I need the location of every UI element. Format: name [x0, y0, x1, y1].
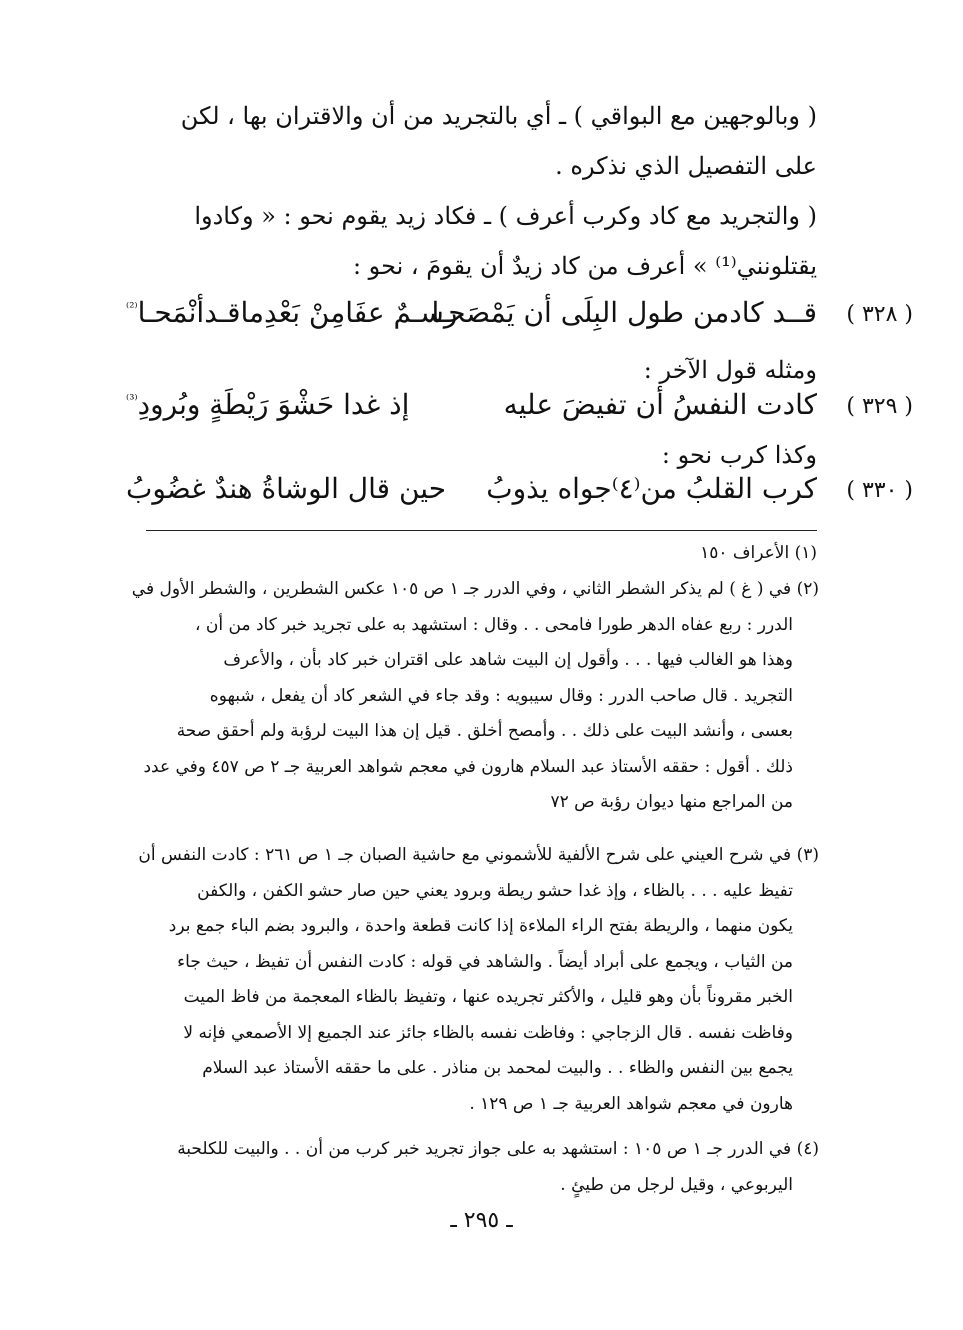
- footnote-line: (٢) في ( غ ) لم يذكر الشطر الثاني ، وفي الدرر جـ ١ ص ١٠٥ عكس الشطرين ، والشطر الأول في: [131, 579, 819, 599]
- footnote-line: الدرر : ربع عفاه الدهر طورا فامحى . . وقال : استشهد به على تجريد خبر كاد من أن ،: [195, 614, 793, 635]
- body-line: ( وبالوجهين مع البواقي ) ـ أي بالتجريد من أن والاقتران بها ، لكن: [180, 102, 817, 130]
- verse-intro: وكذا كرب نحو :: [661, 441, 817, 469]
- footnote-line: اليربوعي ، وقيل لرجل من طيئٍ .: [560, 1174, 793, 1195]
- footnote-ref: ⁽²⁾: [126, 300, 138, 316]
- footnote-4: [172, 1132, 819, 1203]
- footnote-line: من المراجع منها ديوان رؤبة ص ٧٢: [550, 792, 793, 812]
- body-line: ( والتجريد مع كاد وكرب أعرف ) ـ فكاد زيد يقوم نحو : « وكادوا: [194, 202, 817, 230]
- verse-first-hemistich: قــد كادمن طول البِلَى أن يَمْصَحـا: [431, 296, 817, 329]
- verse-second-hemistich: رسـمٌ عفَامِنْ بَعْدِماقـدأنْمَحـا$^{^{(2)}}$: [126, 296, 458, 329]
- verse-329: [0, 388, 963, 440]
- verse-328: [0, 296, 963, 348]
- footnote-line: هارون في معجم شواهد العربية جـ ١ ص ١٢٩ .: [469, 1093, 793, 1114]
- verse-number: ( ٣٢٩ ): [846, 394, 913, 419]
- verse-second-hemistich: إذ غدا حَشْوَ رَيْطَةٍ وبُرودِ$^{^{(3)}}$: [126, 388, 410, 421]
- page-number: ـ ٢٩٥ ـ: [450, 1208, 513, 1233]
- verse-first-hemistich: كادت النفسُ أن تفيضَ عليه: [503, 388, 817, 421]
- footnote-separator: [146, 530, 817, 531]
- footnote-line: ذلك . أقول : حققه الأستاذ عبد السلام هارون في معجم شواهد العربية جـ ٢ ص ٤٥٧ وفي عدد: [143, 756, 793, 777]
- footnote-1: (١) الأعراف ١٥٠: [700, 543, 817, 563]
- footnote-line: تفيظ عليه . . . بالظاء ، وإذ غدا حشو ريطة وبرود يعني حين صار حشو الكفن ، والكفن: [197, 880, 793, 901]
- verse-second-hemistich: حين قال الوشاةُ هندٌ غضُوبُ: [126, 472, 447, 505]
- footnote-line: التجريد . قال صاحب الدرر : وقال سيبويه : وقد جاء في الشعر كاد أن يفعل ، شبهوه: [209, 685, 793, 706]
- body-line: على التفصيل الذي نذكره .: [555, 152, 817, 180]
- footnote-line: وهذا هو الغالب فيها . . . وأقول إن البيت شاهد على اقتران خبر كاد بأن ، والأعرف: [223, 650, 793, 670]
- body-line: يقتلونني⁽¹⁾ » أعرف من كاد زيدٌ أن يقومَ ، نحو :: [352, 252, 817, 280]
- verse-330: [0, 472, 963, 524]
- footnote-line: (٣) في شرح العيني على شرح الألفية للأشموني مع حاشية الصبان جـ ١ ص ٢٦١ : كادت النفس أن: [138, 845, 819, 865]
- footnote-2: [131, 572, 819, 821]
- footnote-line: يكون منهما ، والريطة بفتح الراء الملاءة إذا كانت قطعة واحدة ، والبرود بضم الباء جمع برد: [168, 916, 793, 936]
- verse-intro: ومثله قول الآخر :: [643, 356, 817, 384]
- footnote-line: بعسى ، وأنشد البيت على ذلك . . وأمصح أخلق . قيل إن هذا البيت لرؤبة ولم أحقق صحة: [176, 721, 793, 741]
- verse-number: ( ٣٢٨ ): [846, 302, 913, 327]
- verse-number: ( ٣٣٠ ): [846, 478, 913, 503]
- footnote-line: من الثياب ، ويجمع على أبراد أيضاً . والشاهد في قوله : كادت النفس أن تفيظ ، حيث جاء: [177, 951, 793, 972]
- footnote-ref: ⁽³⁾: [126, 392, 138, 408]
- footnote-line: الخبر مقروناً بأن وهو قليل ، والأكثر تجريده عنها ، وتفيظ بالظاء المعجمة من فاظ الميت: [183, 987, 793, 1007]
- verse-first-hemistich: كرب القلبُ من⁽٤⁾جواه يذوبُ: [486, 472, 817, 505]
- footnote-3: [138, 838, 819, 1122]
- footnote-line: يجمع بين النفس والظاء . . والبيت لمحمد بن مناذر . على ما حققه الأستاذ عبد السلام: [202, 1058, 793, 1078]
- footnote-line: (٤) في الدرر جـ ١ ص ١٠٥ : استشهد به على جواز تجريد خبر كرب من أن . . والبيت للكلحبة: [177, 1139, 819, 1159]
- footnote-line: وفاظت نفسه . قال الزجاجي : وفاظت نفسه بالظاء جائز عند الجميع إلا الأصمعي فإنه لا: [183, 1022, 793, 1043]
